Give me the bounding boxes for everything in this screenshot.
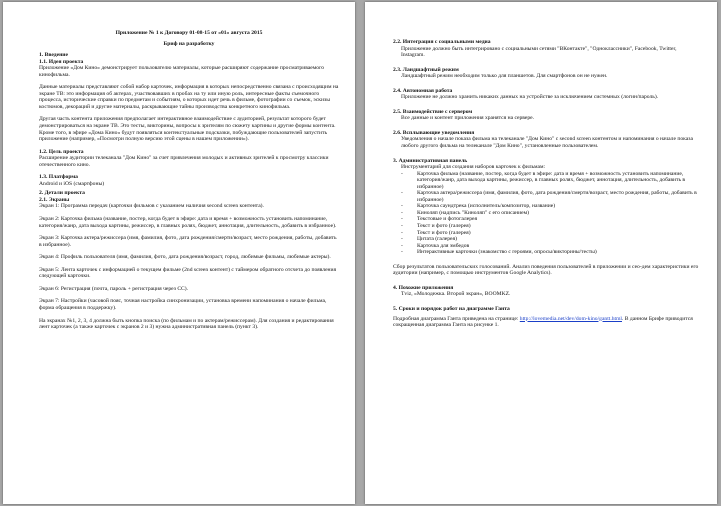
brief-title: Бриф на разработку [163,40,215,47]
subsection-heading-notifications: 2.6. Всплывающие уведомления [393,129,475,136]
server-paragraph: Все данные и контент приложения хранятся на сервере. [401,115,535,122]
subsection-heading-goal: 1.2. Цель проекта [39,148,84,155]
section-heading-similar-apps: 4. Похожие приложения [393,284,454,291]
gantt-text-before-link: Подробная диаграмма Ганта приведена на странице: [393,315,520,322]
goal-paragraph: Расширение аудитории телеканала "Дом Кино" за счет привлечения молодых и активных зрителей к просмотру классики отечественного кино. [39,155,329,168]
gantt-chart-link[interactable]: http://lovemedia.net/dev/dom-kino/gantt.html [519,315,622,322]
list-item: - Карточка фильма (название, постер, когда будет в эфире: дата и время + возможность установить напоминание, категория/жанр, дата выхода картины, режиссер, в главных ролях, бюджет, аннотация, длительность, добавить в избранное) [401,171,701,191]
subsection-heading-server: 2.5. Взаимодействие с сервером [393,108,473,115]
idea-paragraph-3: Другая часть контента приложения предполагает интерактивное взаимодействие с аудиторией, результат которого будет демонстрироваться на экране ТВ. Это тесты, викторины, вопросы к зрителям по сюжету картины и другие формы контента. Кроме того, в эфире «Дома Кино» будут появляться контекстуальные подсказки, побуждающие пользователей запустить приложение (например, «Посмотри полную версию этой сцены в нашем приложении»). [39,116,336,143]
screen-1-description: Экран 1: Программа передач (карточки фильмов с указанием наличия second screen контента). [39,203,264,210]
similar-apps-paragraph: Tviz, «Молодежка. Второй экран», BOOMKZ. [401,291,511,298]
screen-7-description: Экран 7: Настройки (часовой пояс, точная настройка синхронизации, установка времени напоминания о начале фильма, форма обращения в поддержку). [39,298,327,311]
idea-paragraph-2: Данные материалы представляют собой набор карточек, информация в которых непосредственно связана с происходящим на экране ТВ: это информация об актерах, участвовавших в пробах на ту или иную роль, интересные факты съемочного процесса, исторические справки по предметам и событиям, о которых идет речь в фильме, фотографии со съемок, эскизы костюмов, декораций и другие материалы, раскрывающие тайны производства конкретного кинофильма. [39,84,339,110]
section-heading-introduction: 1. Введение [39,52,68,59]
screen-6-description: Экран 6: Регистрация (почта, пароль + регистрация через СС). [39,285,189,292]
subsection-heading-idea: 1.1. Идея проекта [39,58,84,65]
platform-paragraph: Android и iOS (смартфоны) [39,180,105,187]
document-title: Приложение № 1 к Договору 01-08-15 от «01» августа 2015 [115,30,263,36]
offline-paragraph: Приложение не должно хранить никаких данных на устройстве за исключением системных (логин/пароль). [401,94,659,101]
screen-3-description: Экран 3: Карточка актера/режиссера (имя, фамилия, фото, дата рождения/смерти/возраст, место рождения, работы, добавить в избранное). [39,235,337,248]
landscape-paragraph: Ландшафтный режим необходим только для планшетов. Для смартфонов он не нужен. [401,73,608,80]
subsection-heading-landscape: 2.3. Ландшафтный режим [393,66,459,73]
list-item: - Интерактивные карточки (знакомство с героями, опросы/викторины/тесты) [401,249,701,256]
list-item: - Карточка саундтрека (исполнитель/композитор, название) [401,203,701,210]
gantt-paragraph [393,316,701,329]
list-item: - Текст и фото (галерея) [401,230,701,237]
section-heading-project-details: 2. Детали проекта [39,190,85,197]
subsection-heading-screens: 2.1. Экраны [39,196,70,203]
screen-5-description: Экран 5: Лента карточек с информацией о текущем фильме (2nd screen контент) с таймером обратного отсчета до появления следующей карточки. [39,266,337,280]
list-item: - Карточка актера/режиссера (имя, фамилия, фото, дата рождения/смерти/возраст, место рождения, работы, добавить в избранное) [401,190,701,203]
list-item: - Карточка для эмбедов [401,243,701,250]
subsection-heading-offline: 2.4. Автономная работа [393,87,453,94]
screens-note: На экранах №1, 2, 3, 4 должна быть кнопка поиска (по фильмам и по актерам/режиссерам). Для создания и редактирования лент карточек (а также карточек с экранов 2 и 3) нужна административная панель (пункт 3). [39,317,334,331]
notifications-paragraph: Уведомления о начале показа фильма на телеканале "Дом Кино" с second screen контентом и напоминания о начале показа любого другого фильма на телеканале "Дом Кино", установленные пользователем. [401,136,693,150]
subsection-heading-platform: 1.3. Платформа [39,174,78,181]
social-media-paragraph: Приложение должно быть интегрировано с социальными сетями "ВКонтакте", "Одноклассники", Facebook, Twitter, Instagram. [401,45,677,59]
list-item: - Текст и фото (галерея) [401,223,701,230]
admin-panel-intro: Инструментарий для создания наборов карточек к фильмам: [401,164,546,171]
list-item: - Киноляп (надпись "Киноляп" с его описанием) [401,210,701,217]
section-heading-gantt: 5. Сроки и порядок работ на диаграмме Ганта [393,305,510,312]
screen-2-description: Экран 2: Карточка фильма (название, постер, когда будет в эфире: дата и время + возможность установить напоминание, категория/жанр, дата выхода картины, режиссер, в главных ролях, бюджет, аннотация, длительность, добавить в избранное). [39,216,337,229]
admin-panel-analytics: Сбор результатов пользовательских голосований. Анализ поведения пользователей в приложении и сео-дем характеристики его аудитории (например, с помощью инструментов Google Analytics). [393,263,699,277]
section-heading-admin-panel: 3. Административная панель [393,157,468,164]
list-item: - Текстовые и фотогалерея [401,216,701,223]
document-page-2 [365,2,717,504]
gantt-text-after-link: . В данном Брифе приводится сокращенная диаграмма Ганта на рисунке 1. [393,315,693,329]
document-page-1 [3,2,355,504]
list-item: - Цитата (галерея) [401,236,701,243]
admin-card-types-list [393,171,701,256]
screen-4-description: Экран 4: Профиль пользователя (имя, фамилия, фото, дата рождения/возраст, город, любимые фильмы, любимые актеры). [39,254,331,261]
subsection-heading-social-media: 2.2. Интеграция с социальными медиа [393,39,491,45]
idea-paragraph-1: Приложение «Дом Кино» демонстрирует пользователю материалы, которые расширяют содержание просматриваемого кинофильма. [39,65,325,78]
